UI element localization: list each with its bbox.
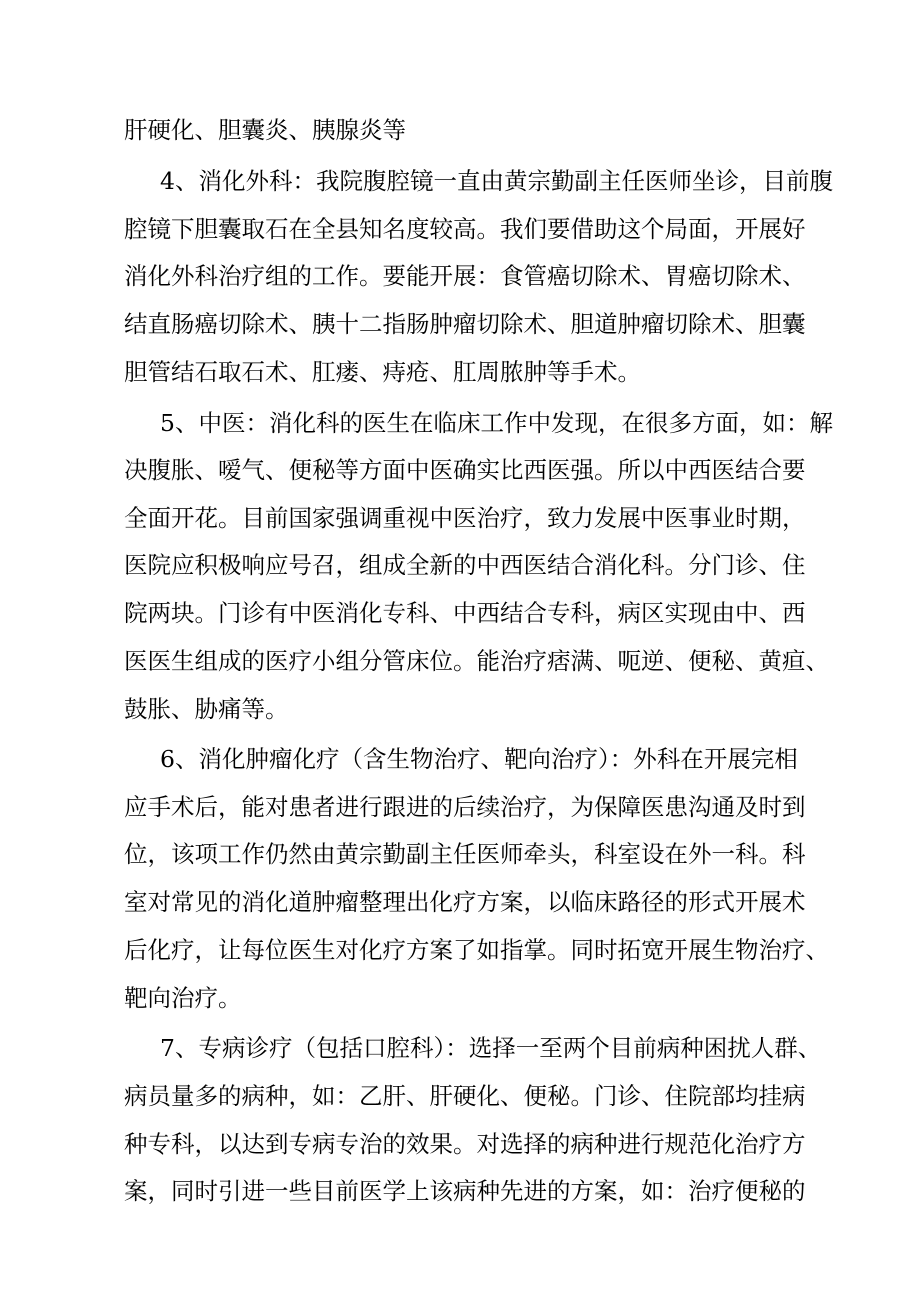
text-line: 决腹胀、嗳气、便秘等方面中医确实比西医强。所以中西医结合要: [124, 456, 806, 484]
text-line: 肝硬化、胆囊炎、胰腺炎等: [124, 116, 406, 144]
text-line: 种专科，以达到专病专治的效果。对选择的病种进行规范化治疗方: [124, 1130, 806, 1158]
text-line: 结直肠癌切除术、胰十二指肠肿瘤切除术、胆道肿瘤切除术、胆囊: [124, 310, 806, 338]
text-line: 靶向治疗。: [124, 984, 242, 1012]
text-line: 室对常见的消化道肿瘤整理出化疗方案，以临床路径的形式开展术: [124, 888, 806, 916]
text-line: 后化疗，让每位医生对化疗方案了如指掌。同时拓宽开展生物治疗、: [124, 936, 829, 964]
text-line: 位，该项工作仍然由黄宗勤副主任医师牵头，科室设在外一科。科: [124, 840, 806, 868]
text-line: 4、消化外科：我院腹腔镜一直由黄宗勤副主任医师坐诊，目前腹: [160, 167, 833, 195]
text-line: 医院应积极响应号召，组成全新的中西医结合消化科。分门诊、住: [124, 551, 806, 579]
text-line: 案，同时引进一些目前医学上该病种先进的方案，如：治疗便秘的: [124, 1177, 806, 1205]
text-line: 6、消化肿瘤化疗（含生物治疗、靶向治疗）：外科在开展完相: [160, 745, 798, 773]
text-line: 病员量多的病种，如：乙肝、肝硬化、便秘。门诊、住院部均挂病: [124, 1082, 806, 1110]
text-line: 全面开花。目前国家强调重视中医治疗，致力发展中医事业时期，: [124, 504, 806, 532]
text-line: 5、中医：消化科的医生在临床工作中发现，在很多方面，如：解: [160, 409, 833, 437]
text-line: 消化外科治疗组的工作。要能开展：食管癌切除术、胃癌切除术、: [124, 262, 806, 290]
text-line: 医医生组成的医疗小组分管床位。能治疗痞满、呃逆、便秘、黄疸、: [124, 647, 829, 675]
text-line: 胆管结石取石术、肛瘘、痔疮、肛周脓肿等手术。: [124, 358, 641, 386]
text-line: 应手术后，能对患者进行跟进的后续治疗，为保障医患沟通及时到: [124, 793, 806, 821]
text-line: 7、专病诊疗（包括口腔科）：选择一至两个目前病种困扰人群、: [160, 1034, 822, 1062]
text-line: 院两块。门诊有中医消化专科、中西结合专科，病区实现由中、西: [124, 599, 806, 627]
text-line: 腔镜下胆囊取石在全县知名度较高。我们要借助这个局面，开展好: [124, 215, 806, 243]
text-line: 鼓胀、胁痛等。: [124, 695, 289, 723]
